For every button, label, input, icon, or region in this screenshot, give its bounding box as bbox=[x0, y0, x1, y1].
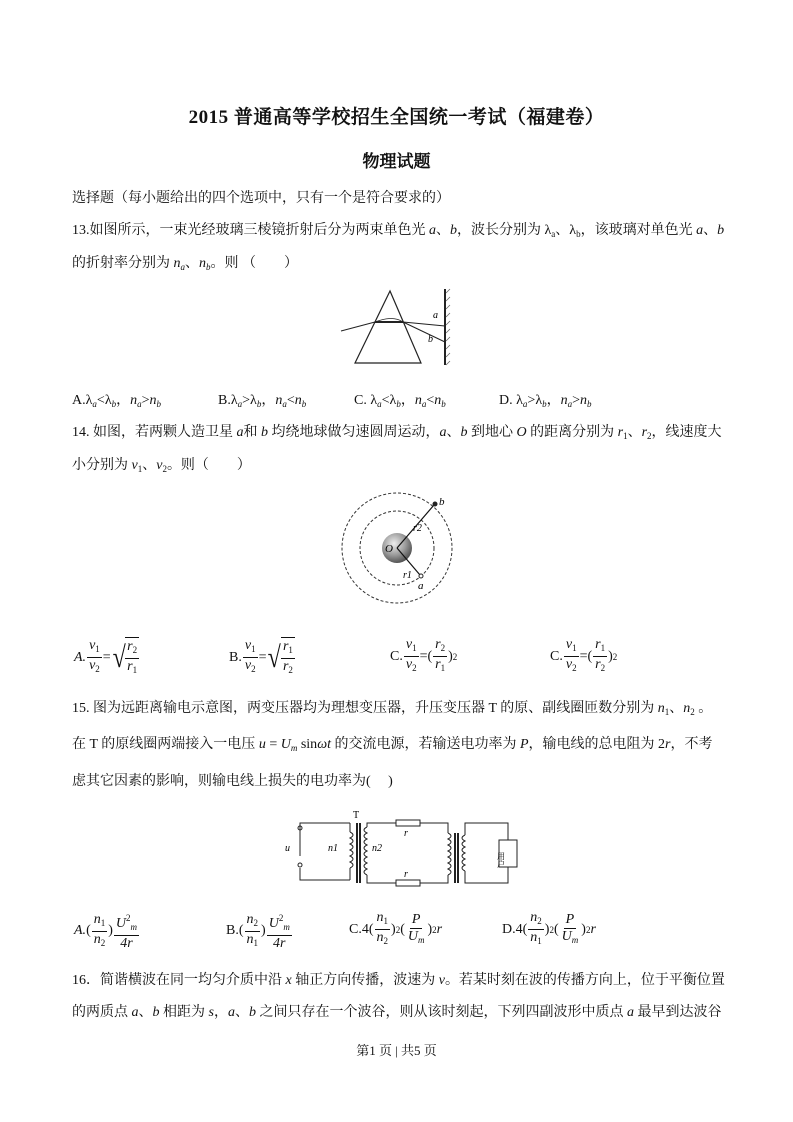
relation: < bbox=[96, 393, 105, 408]
text: 的交流电源，若输送电功率为 bbox=[330, 737, 520, 752]
orbit-figure bbox=[335, 485, 465, 610]
prism bbox=[355, 291, 421, 363]
page-footer: 第1 页 | 共5 页 bbox=[356, 1043, 437, 1058]
relation: > bbox=[141, 393, 150, 408]
q15-line3: 虑其它因素的影响，则输电线上损失的电功率为( ) bbox=[72, 774, 393, 789]
q15-line1: 15. 图为远距离输电示意图，两变压器均为理想变压器，升压变压器 T 的原、副线圈匝数分别为 $n_1$、$n_2$ 。 bbox=[72, 701, 713, 717]
var-n: n bbox=[173, 256, 181, 271]
fraction: $\frac{n_1}{n_2}$ bbox=[376, 910, 389, 946]
transmission-figure bbox=[280, 805, 525, 895]
lambda: λ bbox=[569, 223, 577, 238]
q16-line2 bbox=[72, 1001, 721, 1021]
q13-option-a[interactable]: $A.\lambda_a<\lambda_b$，$n_a>n_b$ bbox=[72, 393, 162, 409]
q14-line1 bbox=[72, 421, 722, 441]
relation: < bbox=[426, 393, 435, 408]
text: 。则 （ ） bbox=[210, 256, 298, 271]
text: 、 bbox=[446, 425, 461, 440]
sub: 2 bbox=[690, 707, 695, 717]
text: 13.如图所示，一束光经玻璃三棱镜折射后分为两束单色光 bbox=[72, 223, 429, 238]
fraction: $\frac{v_1}{v_2}$ bbox=[89, 638, 100, 674]
label-u: u bbox=[285, 843, 290, 854]
relation: < bbox=[381, 393, 390, 408]
text: 轴正方向传播，波速为 bbox=[291, 973, 439, 988]
text: 的折射率分别为 bbox=[72, 256, 174, 271]
text: 最早到达波谷 bbox=[633, 1005, 722, 1020]
fraction: $\frac{P}{U_m}$ bbox=[561, 911, 579, 945]
sub: a bbox=[180, 262, 185, 272]
q14-option-b[interactable] bbox=[229, 637, 296, 678]
label-r-top: r bbox=[404, 828, 408, 839]
q13-line1 bbox=[72, 219, 724, 239]
fraction: $\frac{n_1}{n_2}$ bbox=[93, 911, 106, 948]
omega-t: ωt bbox=[317, 737, 331, 752]
text: 14. 如图，若两颗人造卫星 bbox=[72, 425, 237, 440]
option-label: A. bbox=[74, 649, 87, 665]
sub: b bbox=[206, 262, 211, 272]
q15-option-a[interactable]: A. ( $\frac{n_1}{n_2}$ ) $\frac{U^2_m}{4r}$ bbox=[74, 911, 138, 951]
q14-option-c[interactable]: C. $\frac{v_1}{v_2}$ = ( $\frac{r_2}{r_1}$ ) 2 bbox=[390, 637, 457, 676]
q13-line2 bbox=[72, 252, 298, 272]
text: 在 T 的原线圈两端接入一电压 bbox=[72, 737, 259, 752]
var-b: b bbox=[450, 223, 457, 238]
option-label: B. bbox=[218, 393, 231, 408]
var-v: v bbox=[438, 973, 445, 988]
label-a: a bbox=[418, 580, 424, 592]
text: 均绕地球做匀速圆周运动， bbox=[268, 425, 440, 440]
relation: > bbox=[572, 393, 581, 408]
text: 相距为 bbox=[159, 1005, 209, 1020]
var-b: b bbox=[248, 1005, 256, 1020]
text: ， bbox=[546, 393, 561, 408]
fraction: $\frac{r_1}{r_2}$ bbox=[595, 637, 606, 673]
q14-options bbox=[74, 637, 724, 679]
label-r-bottom: r bbox=[404, 869, 408, 880]
text: ， bbox=[116, 393, 131, 408]
exponent: 2 bbox=[612, 651, 618, 662]
q15-option-c[interactable]: C. 4 ( $\frac{n_1}{n_2}$ ) 2 ( $\frac{P}{U_m}$ ) 2 r bbox=[349, 910, 442, 949]
option-label: A. bbox=[72, 393, 86, 408]
option-label: C. bbox=[349, 921, 362, 937]
text: 15. 图为远距离输电示意图，两变压器均为理想变压器，升压变压器 T 的原、副线圈匝数分别为 bbox=[72, 701, 658, 716]
fraction: $\frac{U^2_m}{4r}$ bbox=[114, 910, 139, 952]
option-label: B. bbox=[226, 923, 239, 938]
sub: 1 bbox=[664, 707, 670, 717]
lambda: λ bbox=[544, 223, 552, 238]
text: 的距离分别为 bbox=[526, 425, 618, 440]
satellite-b bbox=[433, 502, 438, 507]
var-r: r bbox=[641, 425, 648, 440]
text: 、 bbox=[669, 701, 684, 716]
option-label: C. bbox=[390, 648, 403, 664]
text: ，线速度大 bbox=[651, 425, 722, 440]
option-label: A. bbox=[74, 923, 87, 938]
text: ， bbox=[400, 393, 415, 408]
var-a: a bbox=[439, 425, 447, 440]
var-b: b bbox=[261, 425, 268, 440]
text: 、 bbox=[627, 425, 642, 440]
q13-option-d[interactable]: D. $\lambda_a>\lambda_b$，$n_a>n_b$ bbox=[499, 393, 592, 409]
text: 、 bbox=[142, 458, 157, 473]
fraction: $\frac{n_2}{n_1}$ bbox=[530, 910, 542, 946]
label-a: a bbox=[433, 310, 438, 321]
fraction: $\frac{n_2}{n_1}$ bbox=[246, 911, 259, 948]
option-label: D. bbox=[502, 921, 516, 937]
text: 。 bbox=[694, 701, 713, 716]
sub: b bbox=[576, 229, 581, 239]
q15-option-b[interactable]: B. ( $\frac{n_2}{n_1}$ ) $\frac{U^2_m}{4r}$ bbox=[226, 911, 290, 951]
sqrt: √ $\frac{r_2}{r_1}$ bbox=[111, 637, 140, 678]
var-v: v bbox=[131, 458, 138, 473]
option-label: D. bbox=[499, 393, 517, 408]
text: 之间只存在一个波谷，则从该时刻起，下列四副波形中质点 bbox=[255, 1005, 627, 1020]
text: ，输电线的总电阻为 2 bbox=[528, 737, 666, 752]
text: ， bbox=[213, 1005, 228, 1020]
incident-ray bbox=[341, 322, 375, 331]
text: 、 bbox=[185, 256, 199, 271]
var-n: n bbox=[199, 256, 206, 271]
equals: = bbox=[579, 648, 588, 664]
text: ，该玻璃对单色光 bbox=[580, 223, 697, 238]
text: 、 bbox=[138, 1005, 153, 1020]
exam-title: 2015 普通高等学校招生全国统一考试（福建卷） bbox=[188, 107, 605, 128]
fraction: $\frac{r_2}{r_1}$ bbox=[435, 637, 446, 673]
q15-line2 bbox=[72, 733, 712, 753]
equals: = bbox=[102, 649, 111, 665]
sub: 1 bbox=[137, 464, 143, 474]
label-user: 用户 bbox=[496, 852, 506, 868]
label-b: b bbox=[439, 496, 445, 508]
text: 、 bbox=[234, 1005, 249, 1020]
sin: sin bbox=[297, 737, 318, 752]
var-a: a bbox=[429, 223, 436, 238]
text: 小分别为 bbox=[72, 458, 132, 473]
var-P: P bbox=[519, 737, 529, 752]
q16-line1 bbox=[72, 969, 725, 989]
text: 和 bbox=[243, 425, 261, 440]
equals: = bbox=[419, 648, 428, 664]
equals: = bbox=[265, 737, 281, 752]
var-a: a bbox=[131, 1005, 139, 1020]
coefficient: 4 bbox=[515, 921, 523, 937]
var-s: s bbox=[208, 1005, 214, 1020]
label-r2: r2 bbox=[413, 523, 422, 534]
var-u: u bbox=[258, 737, 266, 752]
option-label: C. bbox=[550, 648, 563, 664]
text: ，波长分别为 bbox=[457, 223, 545, 238]
relation: < bbox=[286, 393, 295, 408]
sqrt: √ $\frac{r_1}{r_2}$ bbox=[266, 637, 295, 678]
sub: a bbox=[551, 229, 556, 239]
sub-m: m bbox=[290, 743, 298, 753]
label-n1: n1 bbox=[328, 843, 338, 854]
relation: > bbox=[527, 393, 536, 408]
label-O: O bbox=[385, 543, 393, 555]
var-a: a bbox=[236, 425, 244, 440]
screen-hatch bbox=[446, 289, 450, 365]
var-U: U bbox=[280, 737, 291, 752]
label-T: T bbox=[353, 810, 360, 821]
var-b: b bbox=[717, 223, 725, 238]
text: 16．简谐横波在同一均匀介质中沿 bbox=[72, 973, 286, 988]
coefficient: 4 bbox=[361, 921, 369, 937]
var-b: b bbox=[152, 1005, 160, 1020]
text: 。则（ ） bbox=[166, 458, 251, 473]
var-a: a bbox=[696, 223, 704, 238]
text: ， bbox=[261, 393, 276, 408]
var-O: O bbox=[516, 425, 527, 440]
var-r: r bbox=[617, 425, 624, 440]
fraction: $\frac{v_1}{v_2}$ bbox=[244, 638, 256, 674]
q14-line2 bbox=[72, 454, 251, 474]
exponent: 2 bbox=[452, 651, 458, 662]
sub: 2 bbox=[162, 464, 167, 474]
option-label: B. bbox=[229, 649, 242, 665]
text: 的两质点 bbox=[72, 1005, 132, 1020]
q15-option-d[interactable]: D. 4 ( $\frac{n_2}{n_1}$ ) 2 ( $\frac{P}{U_m}$ ) 2 r bbox=[502, 910, 596, 949]
fraction: $\frac{v_1}{v_2}$ bbox=[405, 637, 417, 673]
label-n2: n2 bbox=[372, 843, 382, 854]
equals: = bbox=[258, 649, 267, 665]
q15-options bbox=[74, 910, 724, 955]
text: 、 bbox=[703, 223, 718, 238]
sub: 2 bbox=[647, 431, 652, 441]
section-intro: 选择题（每小题给出的四个选项中，只有一个是符合要求的） bbox=[72, 191, 450, 206]
exam-subtitle: 物理试题 bbox=[362, 152, 431, 171]
var-x: x bbox=[285, 973, 292, 988]
q13-option-b[interactable]: $B.\lambda_a>\lambda_b$，$n_a<n_b$ bbox=[218, 393, 307, 409]
label-b: b bbox=[428, 334, 433, 345]
q14-option-a[interactable] bbox=[74, 637, 140, 678]
relation: > bbox=[242, 393, 251, 408]
q14-option-d[interactable]: C. $\frac{v_1}{v_2}$ = ( $\frac{r_1}{r_2}$ ) 2 bbox=[550, 637, 617, 676]
text: 、 bbox=[436, 223, 450, 238]
satellite-a bbox=[419, 574, 423, 578]
var-a: a bbox=[626, 1005, 634, 1020]
var-r: r bbox=[665, 737, 671, 752]
fraction: $\frac{U^2_m}{4r}$ bbox=[267, 910, 292, 952]
q13-option-c[interactable]: C. $\lambda_a<\lambda_b$，$n_a<n_b$ bbox=[354, 393, 446, 409]
fraction: $\frac{P}{U_m}$ bbox=[407, 911, 425, 945]
var-b: b bbox=[460, 425, 468, 440]
text: 。若某时刻在波的传播方向上，位于平衡位置 bbox=[444, 973, 725, 988]
text: ，不考 bbox=[670, 737, 713, 752]
label-r1: r1 bbox=[403, 570, 412, 581]
text: 到地心 bbox=[467, 425, 517, 440]
var-a: a bbox=[227, 1005, 235, 1020]
text: 、 bbox=[555, 223, 570, 238]
sub: 1 bbox=[623, 431, 628, 441]
prism-figure bbox=[333, 285, 463, 370]
var-v: v bbox=[156, 458, 163, 473]
fraction: $\frac{v_1}{v_2}$ bbox=[565, 637, 577, 673]
option-label: C. bbox=[354, 393, 371, 408]
